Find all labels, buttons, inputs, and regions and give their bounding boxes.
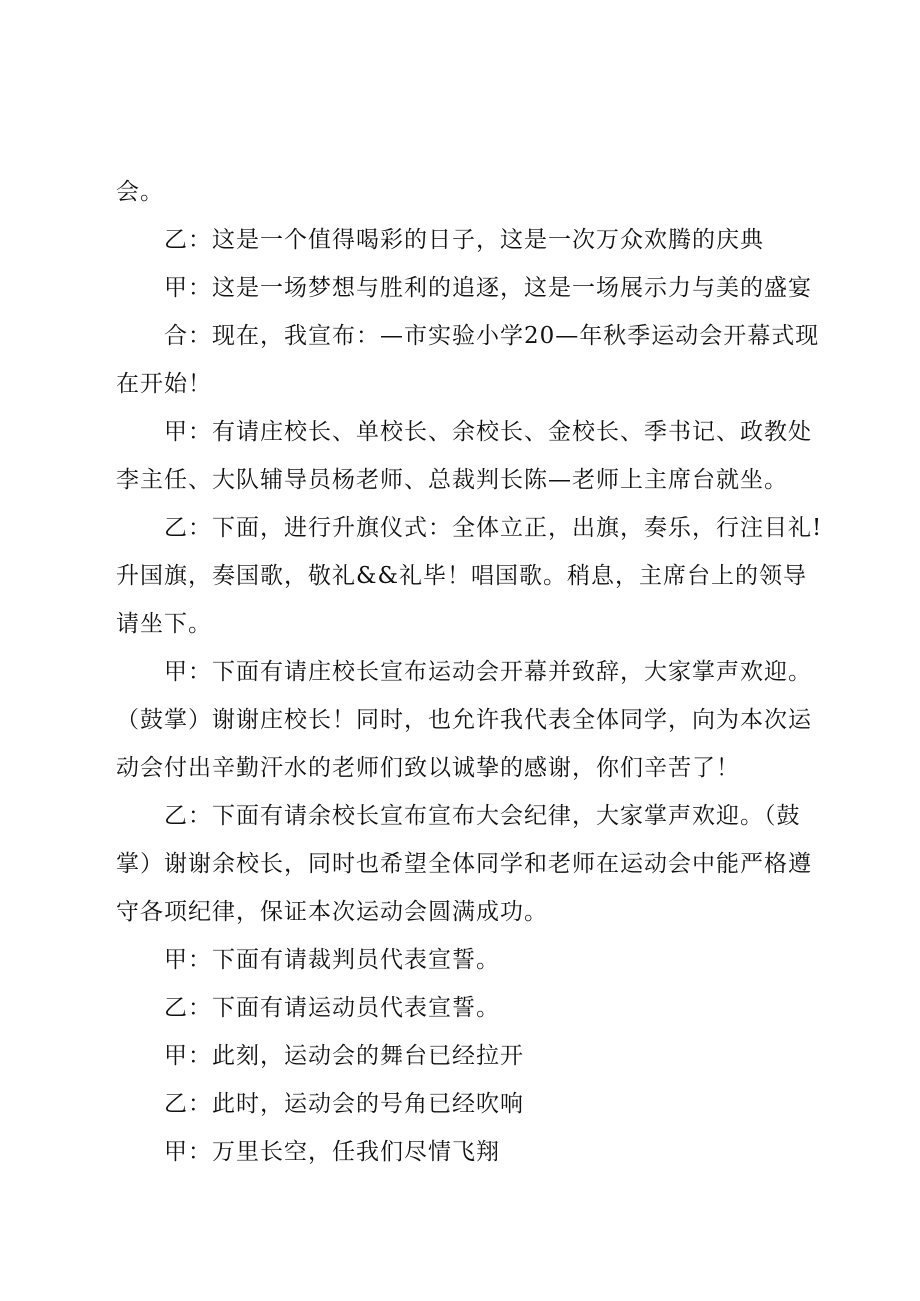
paragraph: 甲：下面有请裁判员代表宣誓。	[164, 947, 500, 973]
paragraph: 乙：此时，运动会的号角已经吹响	[164, 1091, 524, 1117]
paragraph: 乙：这是一个值得喝彩的日子，这是一次万众欢腾的庆典	[164, 227, 764, 253]
paragraph: 乙：下面有请运动员代表宣誓。	[164, 995, 500, 1021]
paragraph: 乙：下面有请余校长宣布宣布大会纪律，大家掌声欢迎。（鼓掌）谢谢余校长，同时也希望全体同学和老师在运动会中能严格遵守各项纪律，保证本次运动会圆满成功。	[116, 803, 812, 925]
paragraph: 乙：下面，进行升旗仪式：全体立正，出旗，奏乐，行注目礼!升国旗，奏国歌，敬礼&&礼毕！唱国歌。稍息，主席台上的领导请坐下。	[116, 515, 823, 637]
document-body	[116, 168, 828, 1176]
paragraph: 甲：万里长空，任我们尽情飞翔	[164, 1139, 500, 1165]
paragraph: 甲：有请庄校长、单校长、余校长、金校长、季书记、政教处李主任、大队辅导员杨老师、总裁判长陈—老师上主席台就坐。	[116, 419, 812, 493]
paragraph-continuation: 会。	[116, 179, 164, 205]
paragraph: 甲：此刻，运动会的舞台已经拉开	[164, 1043, 524, 1069]
paragraph: 甲：下面有请庄校长宣布运动会开幕并致辞，大家掌声欢迎。（鼓掌）谢谢庄校长！同时，也允许我代表全体同学，向为本次运动会付出辛勤汗水的老师们致以诚挚的感谢，你们辛苦了！	[116, 659, 812, 781]
paragraph: 甲：这是一场梦想与胜利的追逐，这是一场展示力与美的盛宴	[164, 275, 812, 301]
paragraph: 合：现在，我宣布：—市实验小学20—年秋季运动会开幕式现在开始！	[116, 323, 820, 397]
